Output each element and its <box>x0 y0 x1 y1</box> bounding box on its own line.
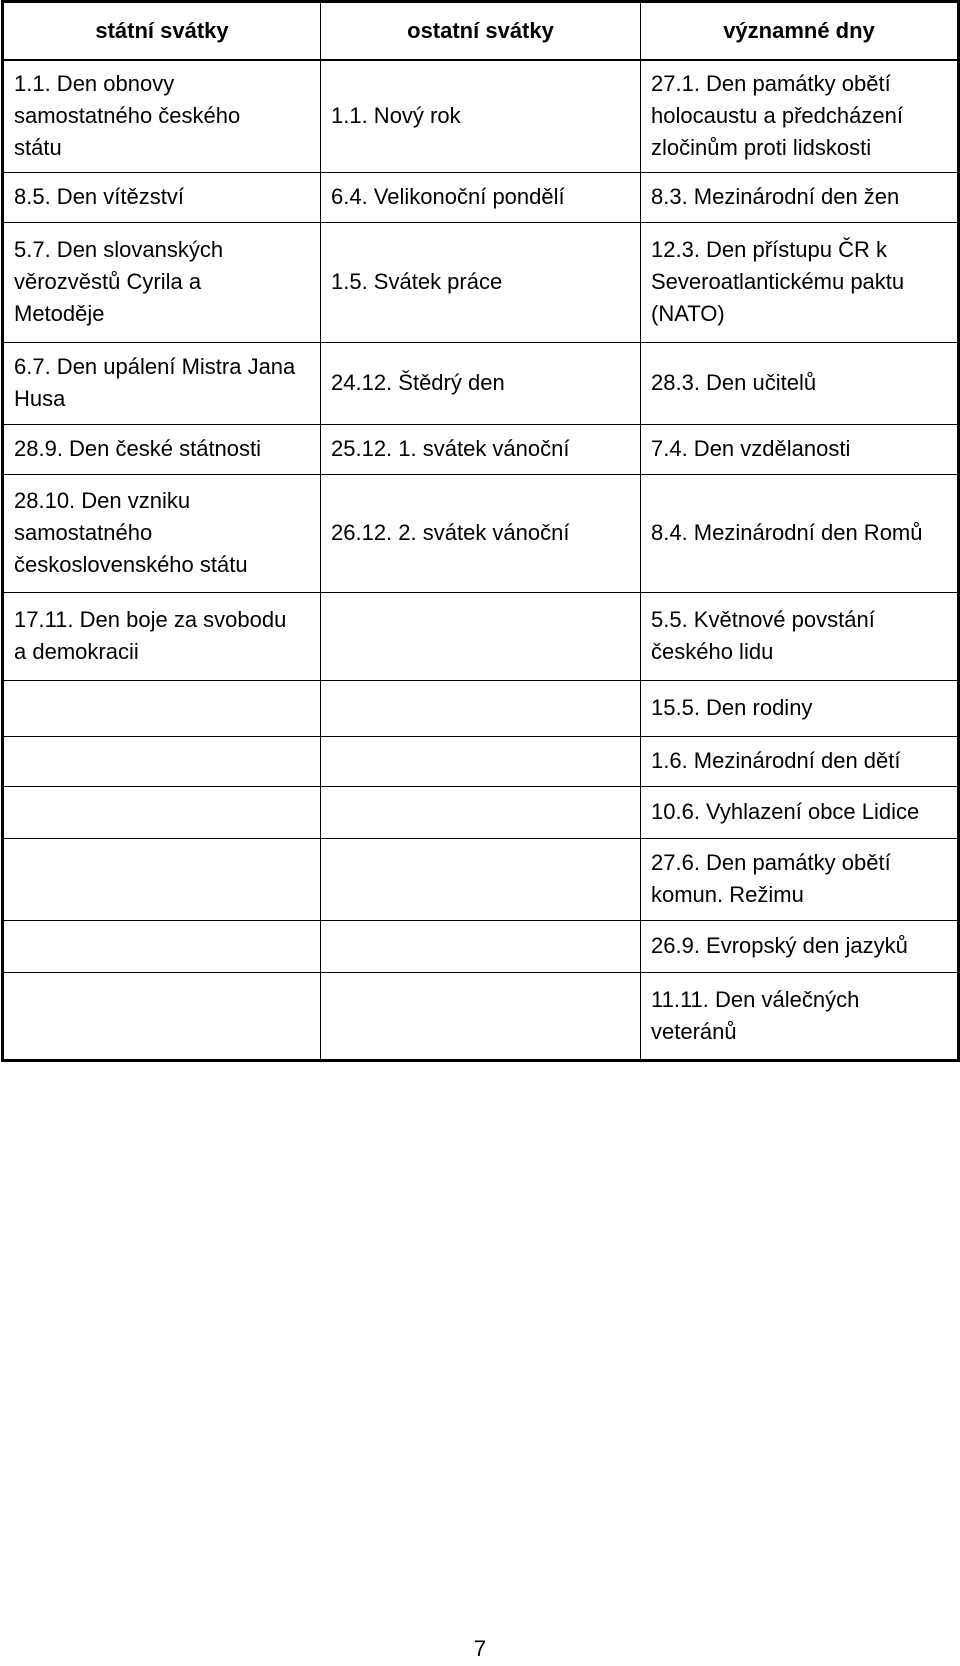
table-row <box>3 838 959 920</box>
table-row <box>3 736 959 786</box>
table-row <box>3 920 959 972</box>
table-cell <box>3 680 321 736</box>
table-cell <box>321 736 641 786</box>
table-cell: 1.1. Nový rok <box>321 60 641 172</box>
table-row <box>3 342 959 424</box>
table-cell <box>3 838 321 920</box>
table-cell: 6.4. Velikonoční pondělí <box>321 172 641 222</box>
table-cell: 8.3. Mezinárodní den žen <box>641 172 959 222</box>
table-row <box>3 592 959 680</box>
table-row <box>3 222 959 342</box>
table-cell: 5.7. Den slovanských věrozvěstů Cyrila a Metoděje <box>3 222 321 342</box>
table-cell <box>3 786 321 838</box>
table-cell: 11.11. Den válečných veteránů <box>641 972 959 1060</box>
table-row <box>3 60 959 172</box>
table-cell: 10.6. Vyhlazení obce Lidice <box>641 786 959 838</box>
table-cell: 12.3. Den přístupu ČR k Severoatlantickému paktu (NATO) <box>641 222 959 342</box>
table-cell: 1.1. Den obnovy samostatného českého státu <box>3 60 321 172</box>
table-cell <box>321 972 641 1060</box>
header-other-holidays: ostatní svátky <box>321 2 641 61</box>
page-number: 7 <box>473 1636 487 1661</box>
table-cell: 1.6. Mezinárodní den dětí <box>641 736 959 786</box>
header-state-holidays: státní svátky <box>3 2 321 61</box>
table-cell: 6.7. Den upálení Mistra Jana Husa <box>3 342 321 424</box>
table-cell: 8.4. Mezinárodní den Romů <box>641 474 959 592</box>
table-cell: 25.12. 1. svátek vánoční <box>321 424 641 474</box>
table-cell <box>321 680 641 736</box>
table-cell <box>3 736 321 786</box>
table-row <box>3 424 959 474</box>
table-cell <box>321 838 641 920</box>
table-cell: 26.12. 2. svátek vánoční <box>321 474 641 592</box>
table-row <box>3 474 959 592</box>
table-cell <box>3 972 321 1060</box>
table-cell: 26.9. Evropský den jazyků <box>641 920 959 972</box>
header-significant-days: významné dny <box>641 2 959 61</box>
table-cell: 27.1. Den památky obětí holocaustu a předcházení zločinům proti lidskosti <box>641 60 959 172</box>
table-cell: 27.6. Den památky obětí komun. Režimu <box>641 838 959 920</box>
table-cell: 5.5. Květnové povstání českého lidu <box>641 592 959 680</box>
table-header-row <box>3 2 959 61</box>
table-row <box>3 972 959 1060</box>
table-cell <box>321 592 641 680</box>
table-cell: 28.10. Den vzniku samostatného československého státu <box>3 474 321 592</box>
table-cell <box>3 920 321 972</box>
table-row <box>3 786 959 838</box>
table-row <box>3 680 959 736</box>
table-cell: 15.5. Den rodiny <box>641 680 959 736</box>
table-cell: 17.11. Den boje za svobodu a demokracii <box>3 592 321 680</box>
table-cell: 28.3. Den učitelů <box>641 342 959 424</box>
table-cell: 24.12. Štědrý den <box>321 342 641 424</box>
table-cell: 8.5. Den vítězství <box>3 172 321 222</box>
table-cell <box>321 920 641 972</box>
table-cell: 1.5. Svátek práce <box>321 222 641 342</box>
table-row <box>3 172 959 222</box>
table-cell: 28.9. Den české státnosti <box>3 424 321 474</box>
table-cell: 7.4. Den vzdělanosti <box>641 424 959 474</box>
holidays-table <box>1 0 960 1062</box>
table-cell <box>321 786 641 838</box>
